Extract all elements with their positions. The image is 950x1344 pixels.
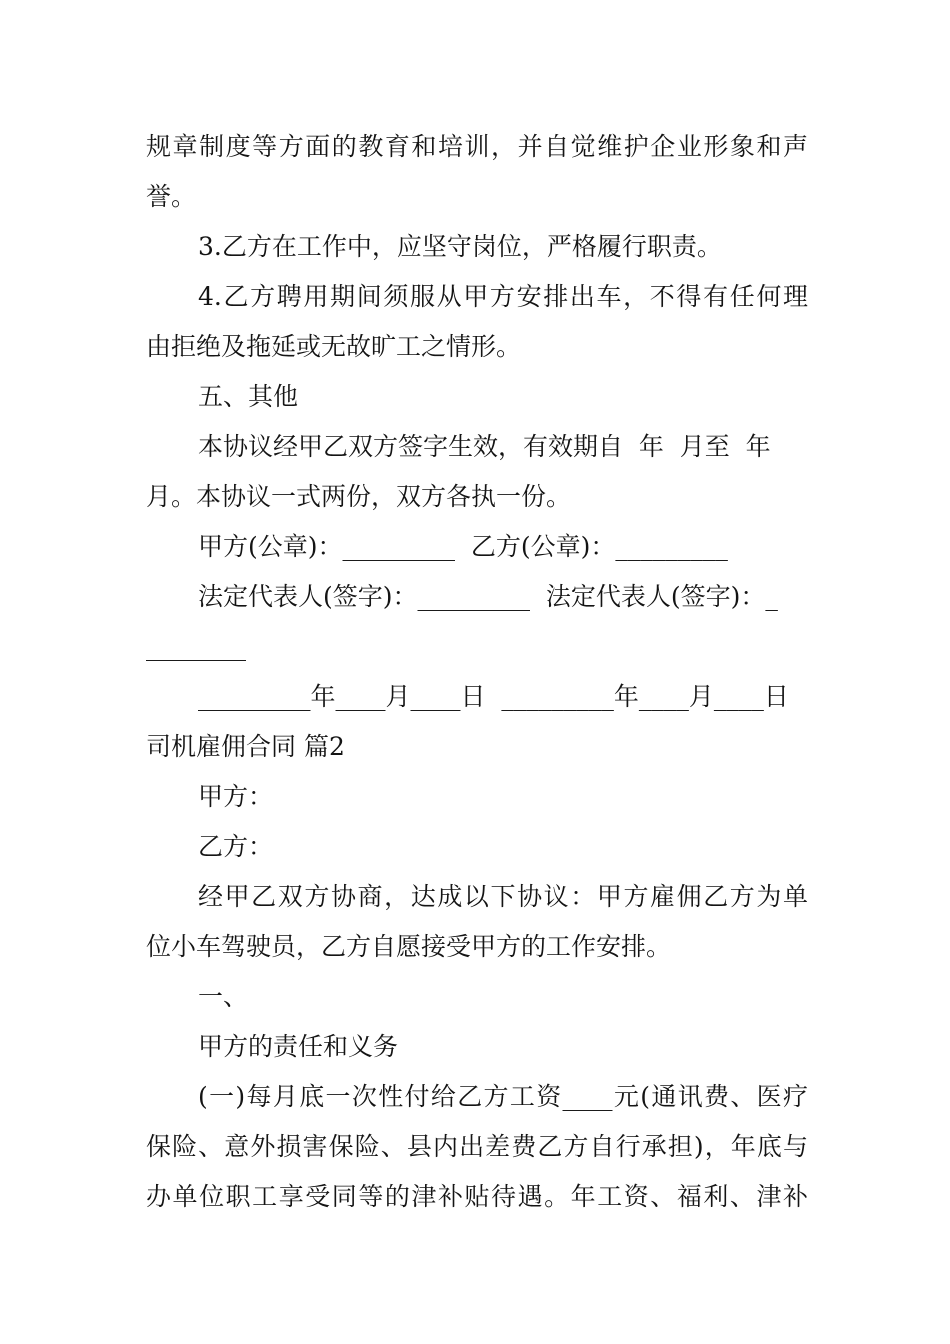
validity-line: 本协议经甲乙双方签字生效，有效期自 年 月至 年 <box>198 432 771 461</box>
party-a-line: 甲方： <box>198 782 274 811</box>
agreement-intro-line: 经甲乙双方协商，达成以下协议：甲方雇佣乙方为单 <box>198 882 808 911</box>
contract-title: 司机雇佣合同 篇2 <box>146 732 345 761</box>
salary-clause-line: 办单位职工享受同等的津补贴待遇。年工资、福利、津补 <box>146 1182 808 1211</box>
validity-line: 月。本协议一式两份，双方各执一份。 <box>146 482 572 511</box>
representative-signature-line: 法定代表人(签字)：_________ 法定代表人(签字)：_ <box>198 582 778 611</box>
clause-4-line: 由拒绝及拖延或无故旷工之情形。 <box>146 332 522 361</box>
representative-signature-line: ________ <box>146 632 246 661</box>
salary-clause-line: 保险、意外损害保险、县内出差费乙方自行承担)，年底与 <box>146 1132 808 1161</box>
clause-4-line: 4.乙方聘用期间须服从甲方安排出车，不得有任何理 <box>198 282 808 311</box>
document-body <box>146 122 808 1222</box>
clause-3-line: 3.乙方在工作中，应坚守岗位，严格履行职责。 <box>198 232 722 261</box>
date-line: _________年____月____日 _________年____月____日 <box>198 682 789 711</box>
agreement-intro-line: 位小车驾驶员，乙方自愿接受甲方的工作安排。 <box>146 932 672 961</box>
paragraph-line: 誉。 <box>146 182 197 211</box>
seal-signature-line: 甲方(公章)：_________ 乙方(公章)：_________ <box>198 532 728 561</box>
party-b-line: 乙方： <box>198 832 274 861</box>
section-number: 一、 <box>198 982 249 1011</box>
salary-clause-line: (一)每月底一次性付给乙方工资____元(通讯费、医疗 <box>198 1082 808 1111</box>
section-heading-party-a-duties: 甲方的责任和义务 <box>198 1032 399 1061</box>
section-heading-other: 五、其他 <box>198 382 299 411</box>
paragraph-line: 规章制度等方面的教育和培训，并自觉维护企业形象和声 <box>146 132 808 161</box>
